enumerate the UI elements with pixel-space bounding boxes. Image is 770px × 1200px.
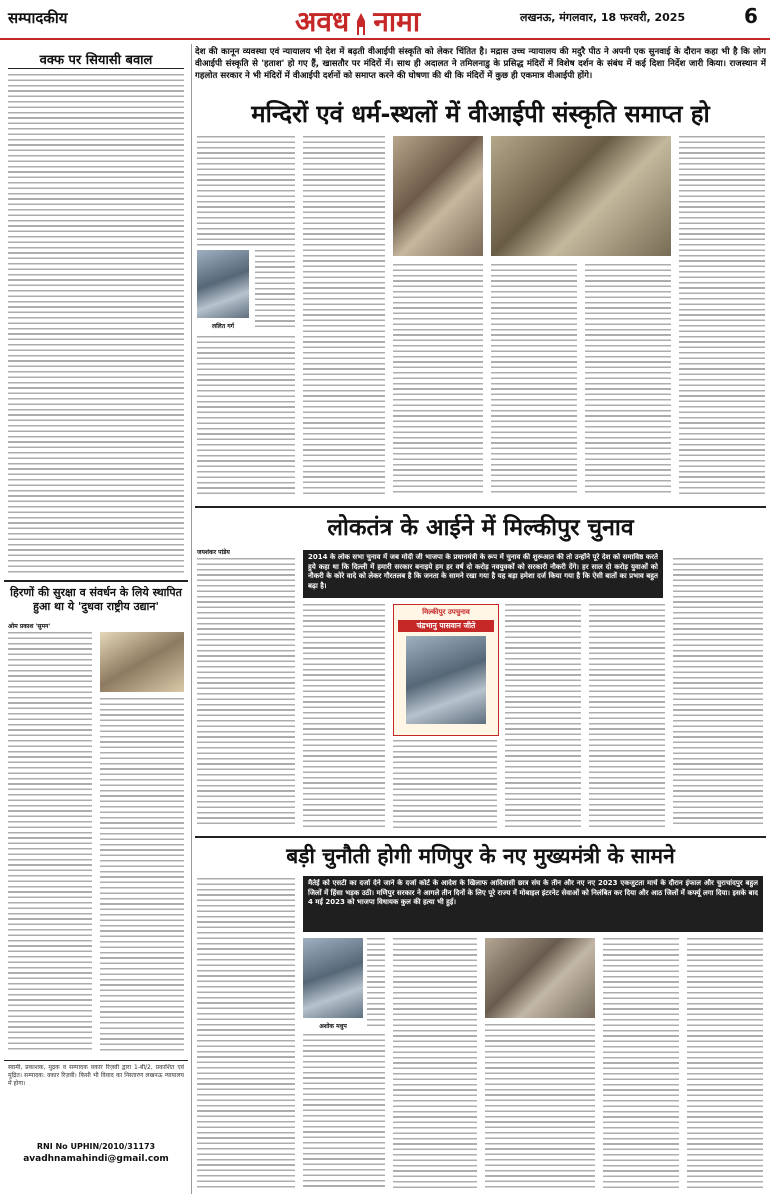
third-body-col2b (303, 1034, 385, 1188)
story2-headline: हिरणों की सुरक्षा व संवर्धन के लिये स्थापित हुआ था ये 'दुधवा राष्ट्रीय उद्यान' (10, 586, 182, 613)
author-name: ललित गर्ग (212, 323, 234, 330)
lead-body-col3 (393, 264, 483, 496)
third-headline: बड़ी चुनौती होगी मणिपुर के नए मुख्यमंत्री के सामने (286, 844, 675, 868)
second-body-col1 (197, 558, 295, 828)
newspaper-logo (295, 2, 420, 36)
third-quote: मैतेई को एसटी का दर्जा देने जाने के दर्जा कोर्ट के आदेश के खिलाफ आदिवासी छात्र संघ के तीन और नए नए 2023 एकजुटता मार्च के दौरान इंफाल और चुराचांदपुर बहुल जिलों में हिंसा भड़क उठी। मणिपुर सरकार ने आगले तीन दिनों के लिए पूरे राज्य में मोबाइल इंटरनेट सेवाओं को निलंबित कर दिया और आठ जिलों में कर्फ्यू लगा दिया। इसके बाद 4 मई 2023 को भाजपा विधायक कुल की हत्या भी हुई। (308, 879, 758, 907)
cm-photo (485, 938, 595, 1018)
lead-body-col4 (491, 264, 577, 496)
section-title: सम्पादकीय (8, 9, 68, 27)
third-body-col5 (603, 938, 679, 1188)
divider (8, 68, 184, 69)
lead-kicker: देश की कानून व्यवस्था एवं न्यायालय भी देश में बढ़ती वीआईपी संस्कृति को लेकर चिंतित है। मद्रास उच्च न्यायालय की मदुरै पीठ ने अपनी एक सुनवाई के दौरान कहा भी है कि लोग वीआईपी संस्कृति से 'हताश' हो गए हैं, खासतौर पर मंदिरों में। साथ ही अदालत ने तमिलनाडु के प्रसिद्ध मंदिरों में विशेष दर्शन के संबंध में कई दिशा निर्देश जारी किया। राजस्थान में गहलोत सरकार ने भी मंदिरों में वीआईपी दर्शनों को समाप्त करने की घोषणा की थी कि मंदिरों में कुछ ही एकमात्र वीआईपी होंगे। (195, 47, 766, 81)
masthead-rule (0, 38, 770, 40)
second-headline: लोकतंत्र के आईने में मिल्कीपुर चुनाव (327, 515, 634, 541)
candidate-photo (406, 636, 486, 724)
left-article-body (8, 74, 184, 574)
lead-headline: मन्दिरों एवं धर्म-स्थलों में वीआईपी संस्कृति समाप्त हो (251, 100, 710, 128)
divider (4, 580, 188, 582)
author-photo (197, 250, 249, 318)
logo-right: नामा (373, 5, 421, 38)
dateline: लखनऊ, मंगलवार, 18 फरवरी, 2025 (520, 11, 686, 24)
second-body-col4 (505, 604, 581, 828)
temple-icon (354, 13, 368, 35)
third-story (195, 838, 766, 1196)
election-inset (393, 604, 499, 736)
third-body-col3 (393, 938, 477, 1188)
rni-number: RNI No UPHIN/2010/31173 (36, 1142, 156, 1151)
third-body-col6 (687, 938, 763, 1188)
left-column (4, 48, 188, 1196)
lead-body-col1b (255, 250, 295, 330)
inset-name: चंद्रभानु पासवान जीते (398, 620, 494, 632)
page-number: 6 (744, 4, 758, 28)
left-headline: वक्फ पर सियासी बवाल (39, 53, 153, 68)
third-body-col4 (485, 1024, 595, 1188)
second-body-col2 (303, 604, 385, 828)
second-body-col3 (393, 740, 497, 828)
lead-body-col1c (197, 336, 295, 496)
story2-body-col2 (100, 698, 184, 1052)
lead-body-col1 (197, 136, 295, 246)
story2-byline: ओम प्रकाश 'सुमन' (8, 623, 51, 630)
second-story (195, 510, 766, 835)
temple-crowd-photo (393, 136, 483, 256)
devotees-photo (491, 136, 671, 256)
second-quote: 2014 के लोक सभा चुनाव में जब मोदी जी भाजपा के प्रधानमंत्री के रूप में चुनाव की शुरूआत की तो उन्होंने पूरे देश को समाविष्ठ करते हुये कहा था कि दिल्ली में हमारी सरकार बनाइये हम हर वर्ष दो करोड़ नवयुवकों को सरकारी नौकरी देंगे। हर साल दो करोड़ युवाओं को नौकरी के कोरे वादे को लेकर गौरतलब है कि जनता के सामने रखा गया है यह बड़ा हमेशा दर्ज किया गया है कि ऐसी बातों का प्रभाव बहुत बढ़ा है। (308, 553, 658, 590)
third-body-col1 (197, 878, 295, 1188)
second-byline: जयशंकर पांडेय (197, 549, 230, 556)
author-name: अशोक मधुप (319, 1023, 347, 1030)
second-body-col6 (673, 558, 763, 828)
logo-left: अवध (295, 5, 350, 38)
divider (4, 1060, 188, 1061)
lead-body-col6 (679, 136, 765, 496)
second-quote-box (303, 550, 663, 598)
deer-photo (100, 632, 184, 692)
lead-story (195, 44, 766, 504)
story2-body-col1 (8, 632, 92, 1052)
masthead (0, 0, 770, 40)
inset-kicker: मिल्कीपुर उपचुनाव (422, 608, 470, 616)
lead-body-col5 (585, 264, 671, 496)
third-body-col2 (367, 938, 385, 1028)
email[interactable]: avadhnamahindi@gmail.com (23, 1154, 169, 1164)
section-rule (195, 506, 766, 508)
second-body-col5 (589, 604, 665, 828)
author-photo (303, 938, 363, 1018)
lead-body-col2 (303, 136, 385, 496)
third-quote-box (303, 876, 763, 932)
imprint-text: स्वामी, प्रकाशक, मुद्रक व सम्पादक वकार रिज़वी द्वारा 1-बी/2, प्रकाशित एवं मुद्रित। सम्पादक: वकार रिज़वी। किसी भी विवाद का निस्तारण लखनऊ न्यायालय में होगा। (8, 1064, 184, 1087)
column-divider (191, 44, 192, 1194)
